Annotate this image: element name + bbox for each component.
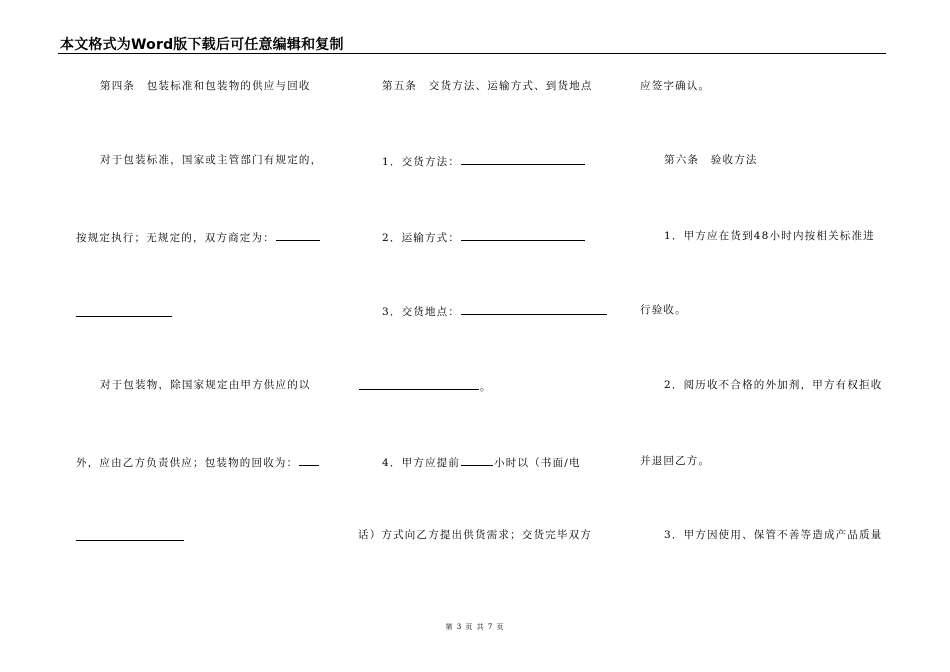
inspection-item-1-line-1: 1．甲方应在货到48小时内按相关标准进 bbox=[664, 230, 875, 242]
header-divider bbox=[58, 53, 886, 54]
inspection-item-3-line-1: 3．甲方因使用、保管不善等造成产品质量 bbox=[664, 529, 883, 541]
delivery-method-item bbox=[382, 153, 586, 169]
delivery-location-end-mark: 。 bbox=[480, 381, 492, 393]
delivery-location-blank bbox=[461, 303, 607, 315]
inspection-item-1-line-2: 行验收。 bbox=[640, 304, 687, 316]
delivery-method-blank bbox=[461, 153, 585, 165]
packaging-standard-blank-continued bbox=[76, 316, 172, 317]
article-4-paragraph-2-line-1: 对于包装物，除国家规定由甲方供应的以 bbox=[100, 379, 311, 391]
delivery-location-item bbox=[382, 303, 608, 319]
advance-notice-line-2: 话）方式向乙方提出供货需求；交货完毕双方 bbox=[358, 529, 592, 541]
packaging-recycling-blank bbox=[299, 454, 319, 466]
packaging-recycling-blank-continued bbox=[76, 540, 184, 541]
article-4-paragraph-1-line-2 bbox=[76, 229, 321, 245]
delivery-location-label: 3．交货地点： bbox=[382, 306, 461, 318]
article-6-heading: 第六条 验收方法 bbox=[664, 154, 758, 166]
page-number: 第 3 页 共 7 页 bbox=[445, 623, 505, 631]
article-4-heading: 第四条 包装标准和包装物的供应与回收 bbox=[100, 80, 311, 92]
document-header-title: 本文格式为Word版下载后可任意编辑和复制 bbox=[60, 37, 344, 53]
advance-notice-label: 4．甲方应提前 bbox=[382, 457, 461, 469]
advance-notice-item bbox=[382, 454, 581, 470]
advance-hours-blank bbox=[461, 454, 493, 466]
packaging-standard-blank bbox=[276, 229, 320, 241]
article-4-paragraph-2-line-2-text: 外，应由乙方负责供应；包装物的回收为： bbox=[76, 457, 299, 469]
delivery-location-blank-continued bbox=[359, 378, 479, 390]
delivery-method-label: 1．交货方法： bbox=[382, 156, 461, 168]
transport-method-item bbox=[382, 229, 586, 245]
transport-method-blank bbox=[461, 229, 585, 241]
delivery-location-continued bbox=[358, 378, 492, 394]
signature-confirmation-text: 应签字确认。 bbox=[640, 80, 711, 92]
article-5-heading: 第五条 交货方法、运输方式、到货地点 bbox=[382, 80, 593, 92]
inspection-item-2-line-1: 2．阅历收不合格的外加剂，甲方有权拒收 bbox=[664, 379, 883, 391]
inspection-item-2-line-2: 并退回乙方。 bbox=[640, 455, 711, 467]
transport-method-label: 2．运输方式： bbox=[382, 232, 461, 244]
article-4-paragraph-1-line-2-text: 按规定执行；无规定的，双方商定为： bbox=[76, 232, 275, 244]
article-4-paragraph-2-line-2 bbox=[76, 454, 320, 470]
article-4-paragraph-1-line-1: 对于包装标准，国家或主管部门有规定的， bbox=[100, 154, 323, 166]
advance-notice-label-continued: 小时以（书面/电 bbox=[494, 457, 581, 469]
